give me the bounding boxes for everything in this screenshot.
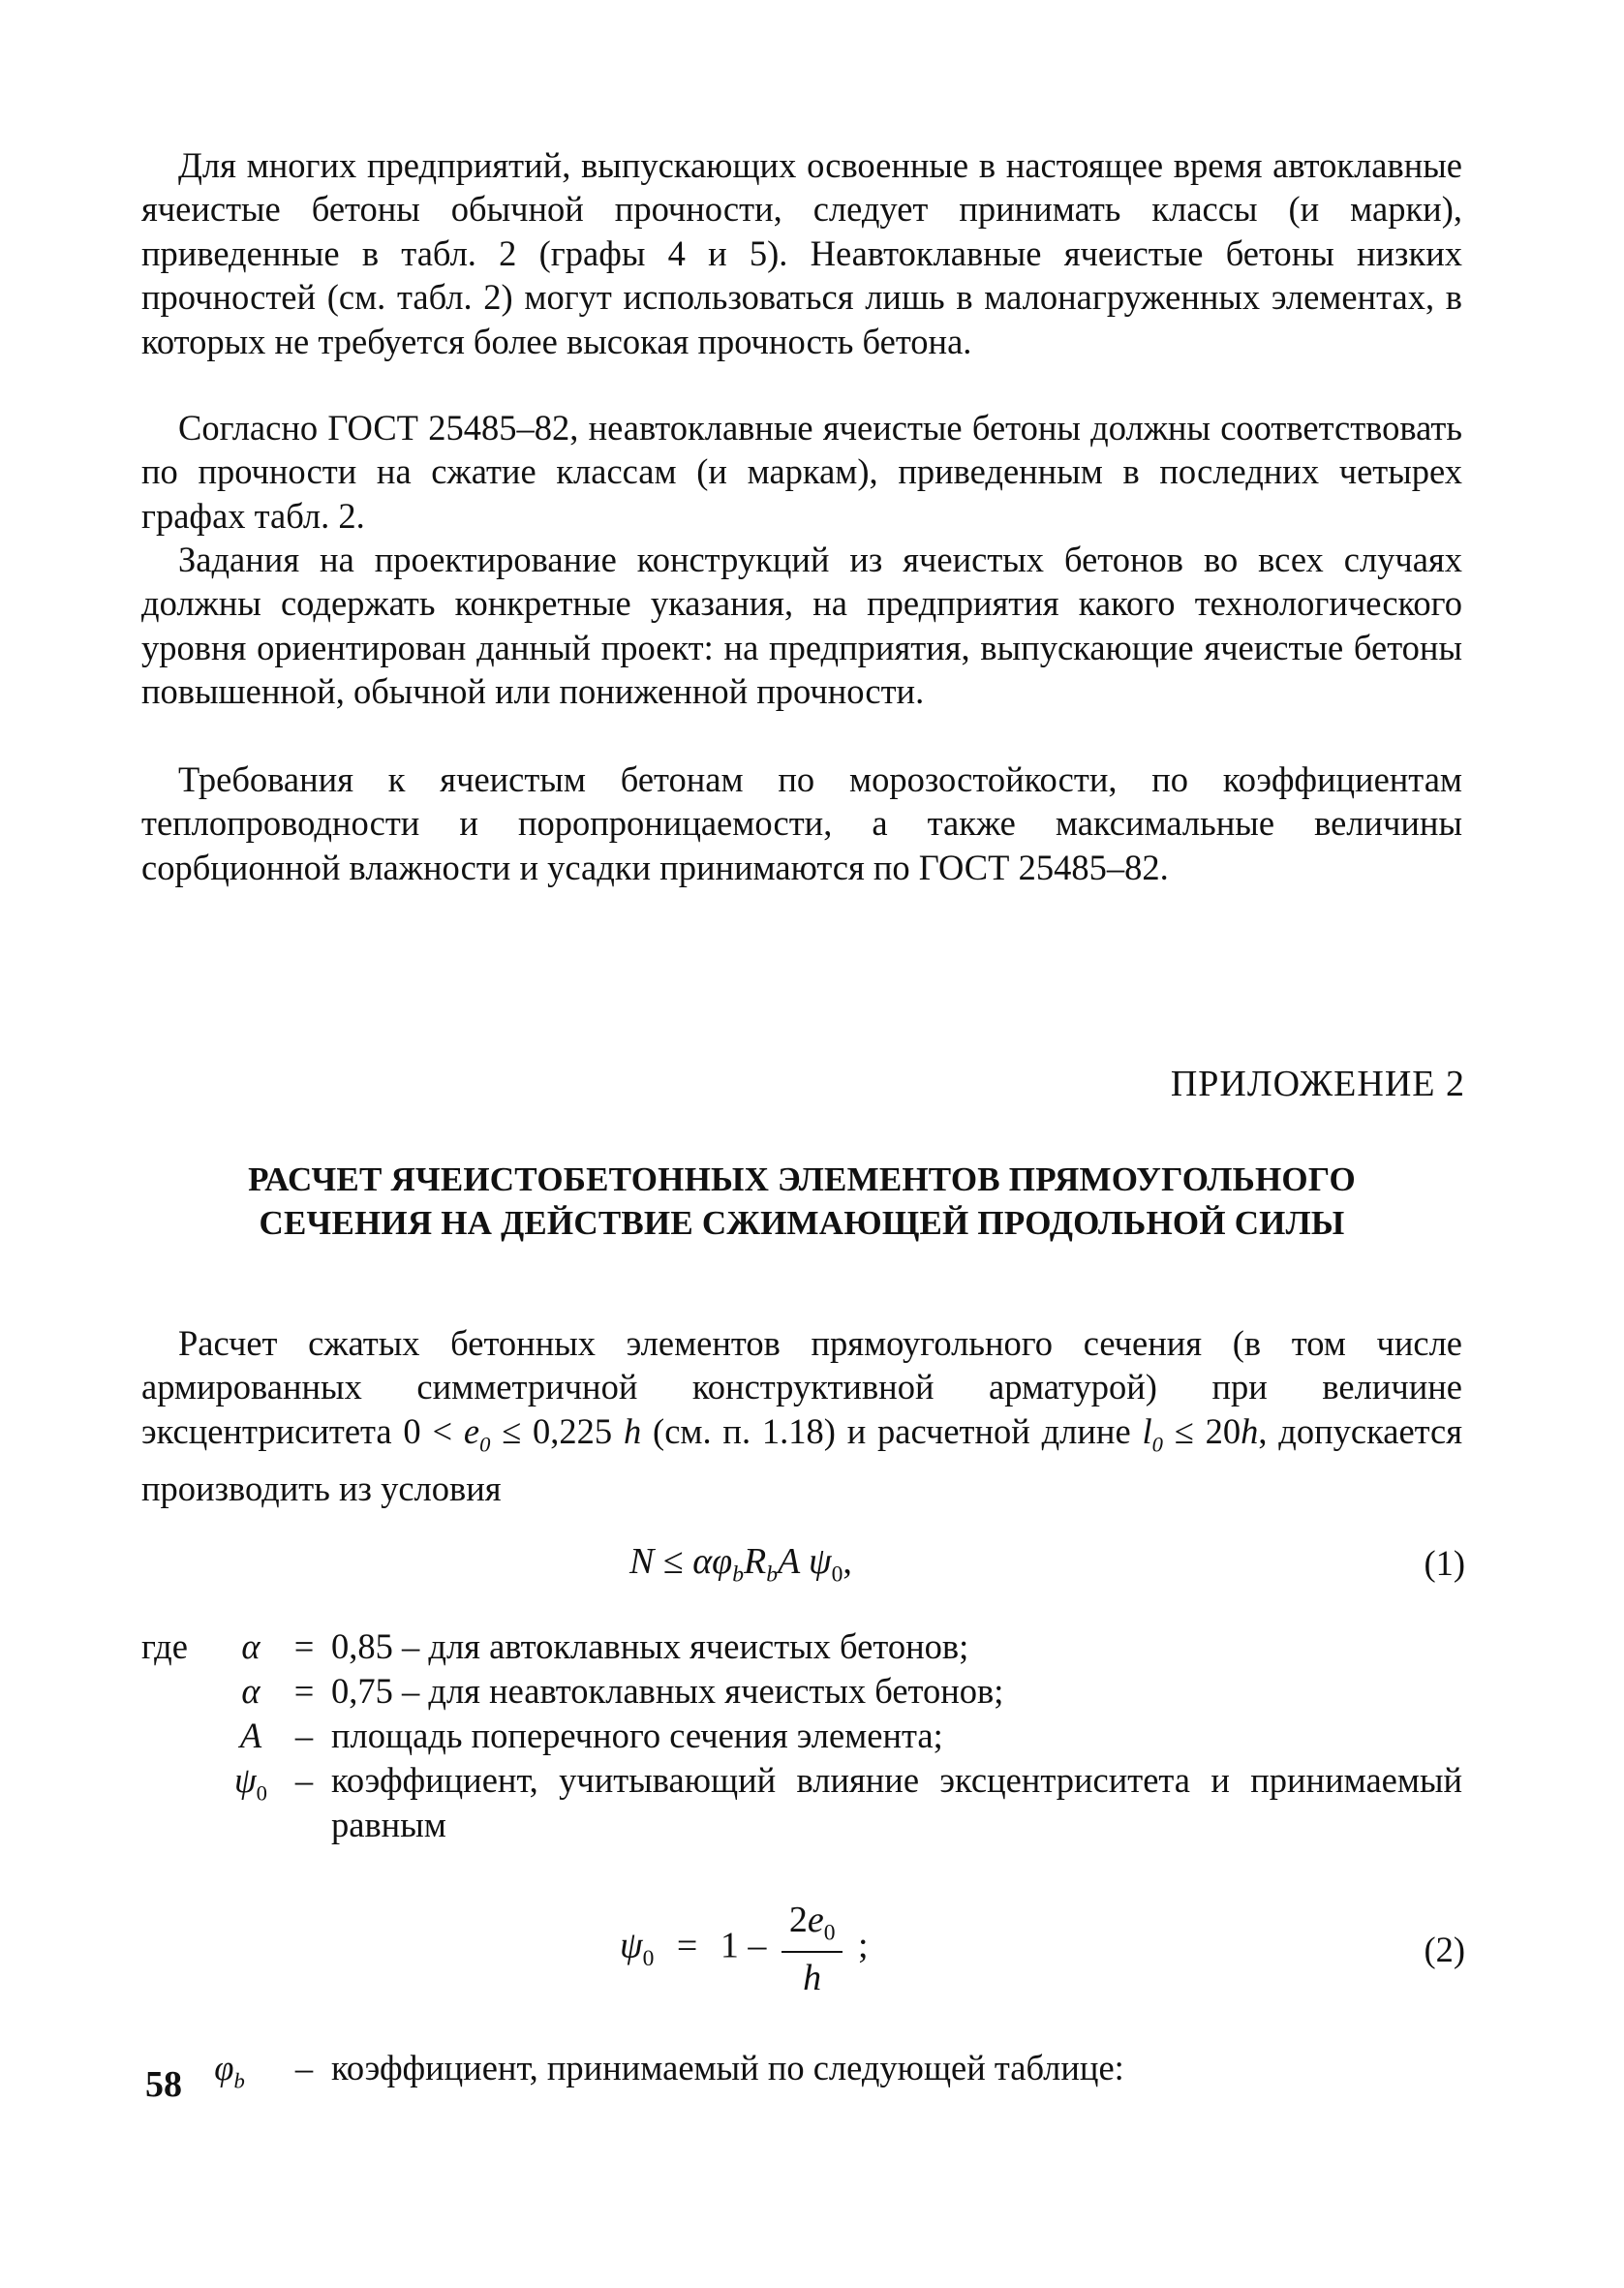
intro-text-part4: ≤ 20 [1174, 1410, 1241, 1451]
fraction: $\frac{2e_0}{h}$ [781, 1899, 843, 1999]
appendix-title-line-2: СЕЧЕНИЯ НА ДЕЙСТВИЕ СЖИМАЮЩЕЙ ПРОДОЛЬНОЙ СИЛЫ [259, 1204, 1345, 1242]
page-number: 58 [145, 2064, 182, 2105]
formula-1: $N \le \alpha\varphi_bR_bA$ $\psi_0$, [629, 1541, 852, 1588]
paragraph-4: Требования к ячеистым бетонам по морозостойкости, по коэффициентам теплопроводности и поропроницаемости, а также максимальные величины сорбционной влажности и усадки принимаются по ГОСТ 25485–82. [141, 759, 1462, 887]
where-word: где [141, 1626, 188, 1666]
paragraph-2: Согласно ГОСТ 25485–82, неавтоклавные ячеистые бетоны должны соответствовать по прочности на сжатие классам (и маркам), приведенным в последних четырех графах табл. 2. [141, 408, 1462, 536]
intro-text-part1: Расчет сжатых бетонных элементов прямоугольного сечения (в том числе армированных симметричной конструктивной арматурой) при величине эксцентриситета 0 < [141, 1323, 1462, 1451]
phi-row: $\varphi_b$ – коэффициент, принимаемый по следующей таблице: [214, 2048, 1124, 2093]
symbol-h-2: h [1241, 1410, 1259, 1451]
equation-number-1: (1) [1424, 1543, 1465, 1583]
appendix-title-line-1: РАСЧЕТ ЯЧЕИСТОБЕТОННЫХ ЭЛЕМЕНТОВ ПРЯМОУГОЛЬНОГО [248, 1160, 1356, 1198]
intro-text-part3: (см. п. 1.18) и расчетной длине [653, 1410, 1131, 1451]
appendix-label: ПРИЛОЖЕНИЕ 2 [1170, 1064, 1465, 1104]
intro-text-part5: , допускается производить из условия [141, 1410, 1463, 1508]
paragraph-1: Для многих предприятий, выпускающих освоенные в настоящее время автоклавные ячеистые бетоны обычной прочности, следует принимать классы (и марки), приведенные в табл. 2 (графы 4 и 5). Неавтоклавные ячеистые бетоны низких прочностей (см. табл. 2) могут использоваться лишь в малонагруженных элементах, в которых не требуется более высокая прочность бетона. [141, 145, 1462, 361]
intro-text-part2: ≤ 0,225 [502, 1410, 613, 1451]
intro-paragraph [141, 1321, 1462, 1510]
equation-number-2: (2) [1424, 1930, 1465, 1969]
symbol-h: h [623, 1410, 642, 1451]
symbol-l0: $l_0$ [1142, 1410, 1163, 1457]
symbol-e0: $e_0$ [463, 1410, 491, 1457]
formula-2: $\psi_0 = 1$ – $\frac{2e_0}{h}$ ; [620, 1900, 869, 1998]
where-block: где α = 0,85 – для автоклавных ячеистых бетонов; α = 0,75 – для неавтоклавных ячеистых бетонов; A – площадь поперечного сечения элемента; $\psi_0$ – коэффициент, учитывающий влияние эксцентриситета и принимаемый равным [141, 1626, 1462, 1844]
paragraph-3: Задания на проектирование конструкций из ячеистых бетонов во всех случаях должны содержать конкретные указания, на предприятия какого технологического уровня ориентирован данный проект: на предприятия, выпускающие ячеистые бетоны повышенной, обычной или пониженной прочности. [141, 540, 1462, 712]
appendix-title [141, 1158, 1462, 1245]
